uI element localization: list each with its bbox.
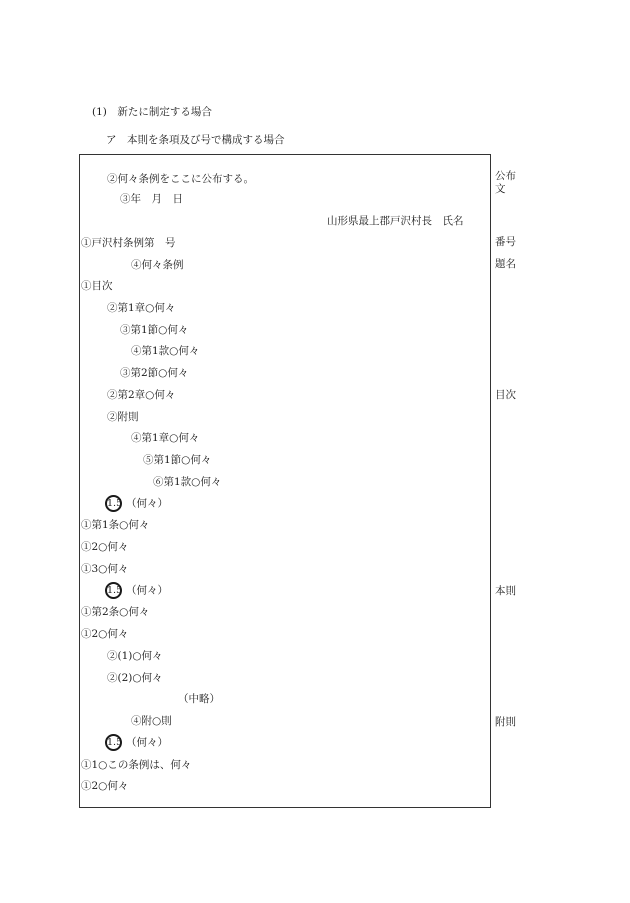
indent-circle-mark: 1.5 (105, 495, 122, 512)
indent-circle-mark: 1.5 (105, 582, 122, 599)
side-label-number: 番号 (495, 236, 516, 248)
paragraph-line: ①3○何々 (81, 563, 129, 575)
toc-line: ⑤第1節○何々 (143, 454, 212, 466)
caption-line (105, 734, 168, 751)
caption-text: （何々） (126, 736, 168, 749)
side-label-main-provisions: 本則 (495, 585, 516, 597)
toc-line: ③第1節○何々 (120, 324, 189, 336)
signature-line: 山形県最上郡戸沢村長 氏名 (327, 215, 464, 227)
caption-line (105, 582, 168, 599)
paragraph-line: ①2○何々 (81, 780, 129, 792)
promulgation-line: ②何々条例をここに公布する。 (107, 173, 254, 185)
toc-line: ②第2章○何々 (107, 389, 176, 401)
toc-line: ⑥第1款○何々 (153, 476, 222, 488)
date-line: ③年 月 日 (120, 193, 183, 205)
item-line: ②(1)○何々 (107, 650, 163, 662)
article-line: ①第2条○何々 (81, 606, 150, 618)
item-line: ②(2)○何々 (107, 672, 163, 684)
toc-heading-line: ①目次 (81, 280, 113, 292)
toc-line: ③第2節○何々 (120, 367, 189, 379)
side-label-toc: 目次 (495, 389, 516, 401)
omission-line: （中略） (178, 693, 220, 705)
toc-line: ②附則 (107, 411, 139, 423)
heading-section-1: (1) 新たに制定する場合 (92, 106, 212, 118)
toc-line: ②第1章○何々 (107, 302, 176, 314)
ordinance-number-line: ①戸沢村条例第 号 (81, 237, 176, 249)
paragraph-line: ①1○この条例は、何々 (81, 759, 192, 771)
paragraph-line: ①2○何々 (81, 628, 129, 640)
indent-circle-mark: 1.5 (105, 734, 122, 751)
caption-text: （何々） (126, 497, 168, 510)
caption-line (105, 495, 168, 512)
toc-line: ④第1款○何々 (131, 345, 200, 357)
heading-subsection-a: ア 本則を条項及び号で構成する場合 (106, 134, 285, 146)
article-line: ①第1条○何々 (81, 519, 150, 531)
supplementary-heading-line: ④附○則 (131, 715, 172, 727)
paragraph-line: ①2○何々 (81, 541, 129, 553)
side-label-supplementary: 附則 (495, 716, 516, 728)
title-line: ④何々条例 (131, 259, 184, 271)
side-label-title: 題名 (495, 258, 516, 270)
toc-line: ④第1章○何々 (131, 432, 200, 444)
side-label-promulgation: 公布 文 (495, 170, 516, 195)
ordinance-format-frame (79, 154, 491, 808)
caption-text: （何々） (126, 584, 168, 597)
